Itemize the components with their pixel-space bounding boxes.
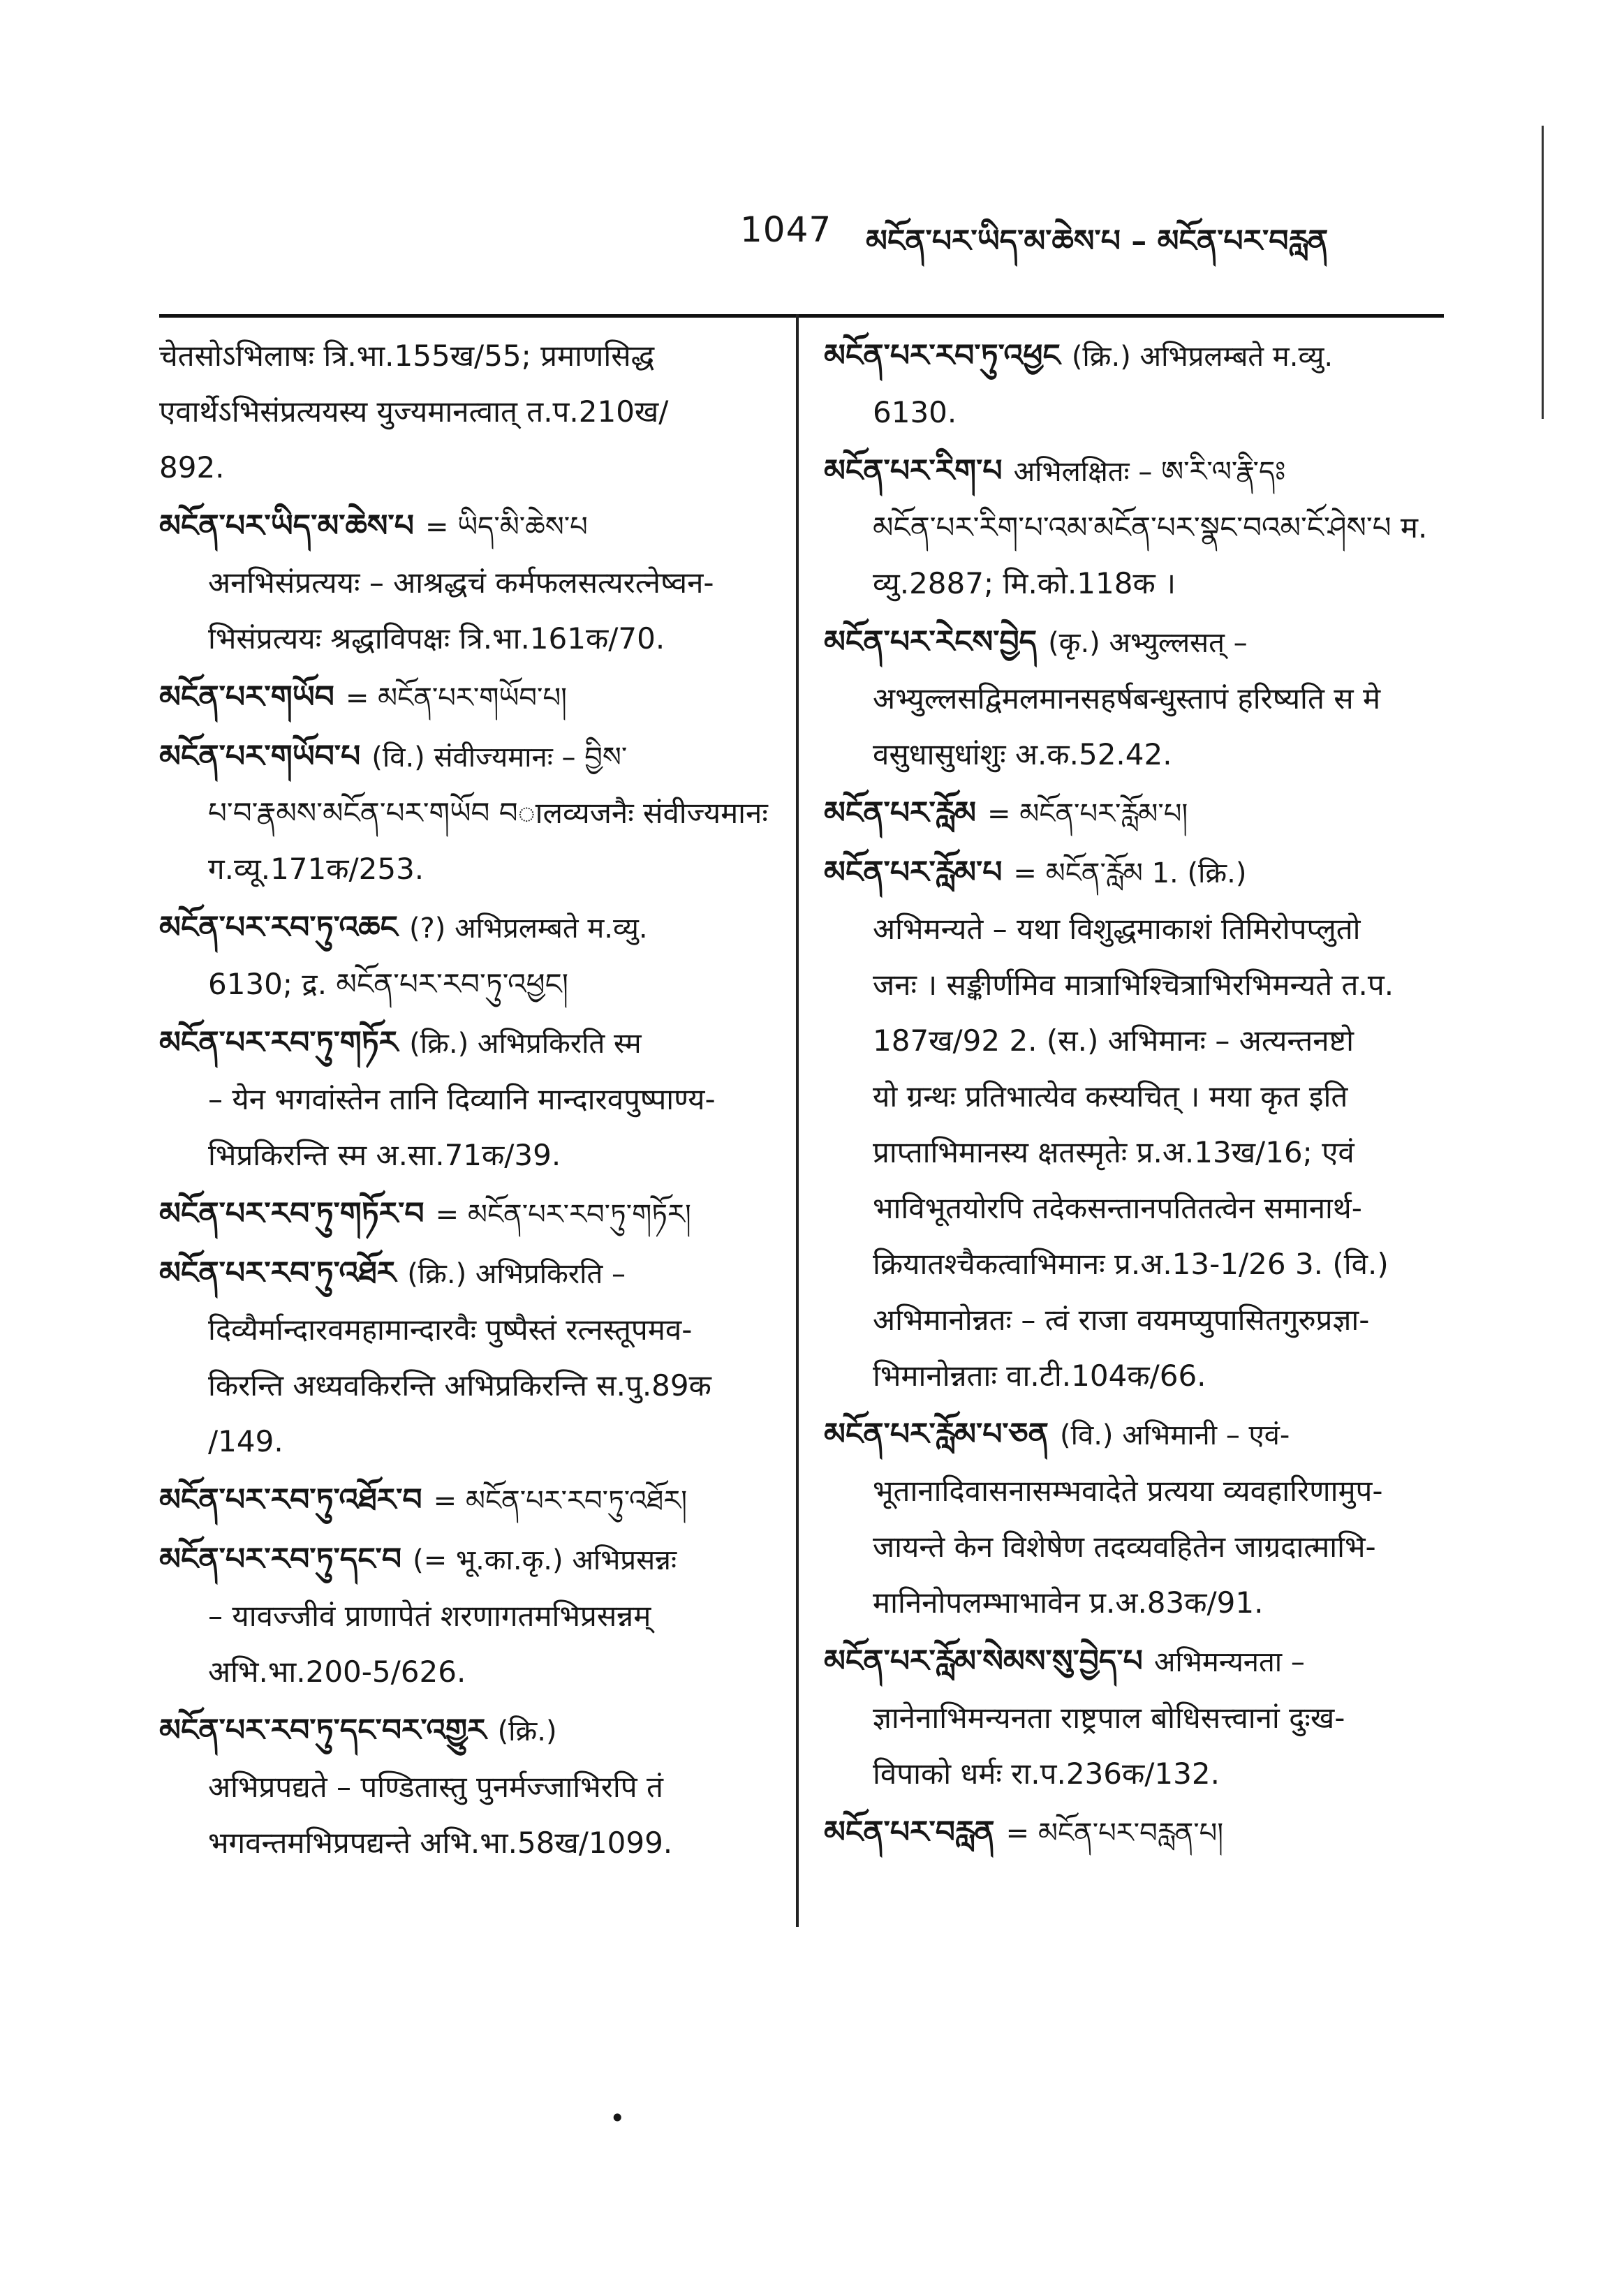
entry-text-line: विपाको धर्मः रा.प.236क/132.	[873, 1757, 1220, 1791]
entry-text-line: अनभिसंप्रत्ययः – आश्रद्धचं कर्मफलसत्यरत्नेष्वन-	[208, 565, 714, 600]
entry-text-line: 6130.	[873, 395, 957, 429]
entry-text-line: अभिमन्यते – यथा विशुद्धमाकाशं तिमिरोपप्लुतो	[873, 912, 1361, 946]
dictionary-entry	[159, 900, 781, 1012]
entry-gloss: अभिमन्यनता –	[1153, 1646, 1305, 1678]
entry-headword: མངོན་པར་གཡོབ་པ	[159, 739, 361, 774]
dictionary-entry	[159, 670, 781, 726]
entry-head-line	[824, 328, 1438, 385]
entry-headword: མངོན་པར་རབ་ཏུ་འཐོར	[159, 1255, 397, 1291]
entry-gloss: = མངོན་པར་གཡོབ་པ།	[345, 682, 567, 714]
entry-text-line: भाविभूतयोरपि तदेकसन्तानपतितत्वेन समानार्थ-	[873, 1191, 1362, 1225]
entry-head-line	[824, 1407, 1438, 1463]
page-number: 1047	[740, 209, 832, 250]
entry-gloss: (क्रि.)	[497, 1715, 557, 1747]
entry-text-line: /149.	[208, 1424, 283, 1458]
dictionary-entry	[824, 845, 1438, 1404]
entry-text-line: क्रियातश्चैकत्वाभिमानः प्र.अ.13-1/26 3. (वि.)	[873, 1247, 1389, 1281]
dictionary-entry	[159, 1245, 781, 1470]
entry-gloss: (क्रि.) अभिप्रलम्बते म.व्यु.	[1071, 341, 1334, 373]
dictionary-entry	[824, 1634, 1438, 1802]
entry-gloss: (?) अभिप्रलम्बते म.व्यु.	[408, 912, 648, 945]
entry-gloss: = མངོན་རློམ 1. (क्रि.)	[1013, 857, 1247, 889]
dictionary-entry	[159, 1015, 781, 1183]
entry-text-line: भिसंप्रत्ययः श्रद्धाविपक्षः त्रि.भा.161क/70.	[208, 621, 665, 656]
dictionary-entry	[824, 785, 1438, 842]
entry-text-line: 6130; द्र. མངོན་པར་རབ་ཏུ་འཕྱང།	[208, 967, 569, 1001]
entry-text-line: भिमानोन्नताः वा.टी.104क/66.	[873, 1359, 1206, 1393]
entry-head-line	[159, 729, 781, 785]
entry-text-line: भूतानादिवासनासम्भवादेते प्रत्यया व्यवहारिणामुप-	[873, 1474, 1383, 1508]
entry-head-line	[824, 443, 1438, 500]
entry-gloss: = མངོན་པར་རློམ་པ།	[987, 798, 1188, 830]
entry-gloss: (कृ.) अभ्युल्लसत् –	[1048, 627, 1248, 659]
dictionary-entry	[824, 614, 1438, 783]
dictionary-entry	[159, 1703, 781, 1871]
entry-text-line: यो ग्रन्थः प्रतिभात्येव कस्यचित् । मया कृत इति	[873, 1079, 1348, 1114]
entry-text-line: वसुधासुधांशुः अ.क.52.42.	[873, 737, 1172, 771]
entry-text-line: अभिप्रपद्यते – पण्डितास्तु पुनर्मज्जाभिरपि तं	[208, 1770, 663, 1804]
entry-head-line	[159, 900, 781, 956]
entry-headword: མངོན་པར་རློམ་པ	[824, 855, 1003, 890]
dictionary-entry	[159, 1186, 781, 1243]
entry-head-line	[159, 1532, 781, 1588]
entry-gloss: (= भू.का.कृ.) अभिप्रसन्नः	[413, 1544, 677, 1576]
dictionary-entry	[159, 498, 781, 667]
entry-text-line: व्यु.2887; मि.को.118क ।	[873, 566, 1176, 600]
entry-gloss: (वि.) अभिमानी – एवं-	[1060, 1419, 1290, 1451]
entry-gloss: (क्रि.) अभिप्रकिरति –	[407, 1258, 626, 1290]
entry-headword: མངོན་པར་ཡིད་མ་ཆེས་པ	[159, 508, 414, 544]
entry-gloss: (वि.) संवीज्यमानः – བྱིས་	[371, 741, 628, 774]
column-divider	[796, 314, 799, 1927]
header-rule	[159, 314, 1444, 318]
right-column	[824, 328, 1438, 1864]
entry-text-line: किरन्ति अध्यवकिरन्ति अभिप्रकिरन्ति स.पु.89क	[208, 1368, 711, 1403]
entry-text-line: अभ्युल्लसद्विमलमानसहर्षबन्धुस्तापं हरिष्यति स मे	[873, 681, 1381, 716]
entry-head-line	[159, 1703, 781, 1759]
entry-gloss: (क्रि.) अभिप्रकिरति स्म	[409, 1028, 642, 1060]
entry-headword: མངོན་པར་གཡོབ	[159, 679, 334, 715]
entry-text-line: – येन भगवांस्तेन तानि दिव्यानि मान्दारवपुष्पाण्य-	[208, 1082, 716, 1116]
entry-head-line	[159, 1186, 781, 1243]
entry-gloss: = མངོན་པར་རབ་ཏུ་འཐོར།	[433, 1485, 688, 1517]
entry-head-line	[159, 670, 781, 726]
entry-head-line	[824, 1805, 1438, 1861]
entry-head-line	[824, 614, 1438, 671]
entry-headword: མངོན་པར་རབ་ཏུ་འཐོར་བ	[159, 1482, 422, 1518]
entry-headword: མངོན་པར་རབ་ཏུ་དང་བར་འགྱུར	[159, 1713, 487, 1748]
entry-headword: མངོན་པར་རློམ་སེམས་སུ་བྱེད་པ	[824, 1643, 1143, 1679]
entry-text-line: – यावज्जीवं प्राणापेतं शरणागतमभिप्रसन्नम्	[208, 1599, 651, 1633]
running-head: མངོན་པར་ཡིད་མ་ཆེས་པ – མངོན་པར་བརླན	[866, 223, 1329, 259]
entry-text-line: मानिनोपलम्भाभावेन प्र.अ.83क/91.	[873, 1585, 1264, 1620]
entry-gloss: = མངོན་པར་བརླན་པ།	[1005, 1817, 1224, 1849]
entry-text-line: भिप्रकिरन्ति स्म अ.सा.71क/39.	[208, 1138, 561, 1172]
dictionary-entry	[824, 443, 1438, 612]
entry-head-line	[824, 1634, 1438, 1690]
dictionary-entry	[159, 1532, 781, 1700]
entry-text-line: अभिमानोन्नतः – त्वं राजा वयमप्युपासितगुरुप्रज्ञा-	[873, 1303, 1370, 1337]
entry-gloss: = ཡིད་མི་ཆེས་པ	[425, 511, 588, 543]
entry-text-line: ग.व्यू.171क/253.	[208, 852, 425, 886]
ink-speck: •	[610, 2103, 626, 2134]
entry-headword: མངོན་པར་རབ་ཏུ་འཕྱང	[824, 338, 1061, 374]
dictionary-entry	[159, 729, 781, 897]
dictionary-entry	[824, 1407, 1438, 1631]
entry-text-line: 892.	[159, 450, 225, 485]
entry-head-line	[159, 1015, 781, 1072]
entry-head-line	[824, 785, 1438, 842]
entry-gloss: = མངོན་པར་རབ་ཏུ་གཏོར།	[435, 1199, 691, 1231]
entry-headword: མངོན་པར་བརླན	[824, 1814, 995, 1850]
entry-text-line: अभि.भा.200-5/626.	[208, 1655, 466, 1689]
dictionary-entry	[159, 1472, 781, 1529]
entry-text-line: མངོན་པར་རིག་པ་འམ་མངོན་པར་སྣང་བའམ་ངོ་ཤེས་པ म.	[873, 510, 1428, 545]
entry-head-line	[159, 1472, 781, 1529]
dictionary-entry	[824, 1805, 1438, 1861]
dictionary-entry	[824, 328, 1438, 441]
entry-head-line	[824, 845, 1438, 901]
entry-head-line	[159, 1245, 781, 1302]
entry-text-line: भगवन्तमभिप्रपद्यन्ते अभि.भा.58ख/1099.	[208, 1826, 673, 1860]
entry-gloss: अभिलक्षितः – ཨ་རི་ལ་རྣི་དཿ	[1013, 456, 1286, 488]
entry-text-line: ज्ञानेनाभिमन्यनता राष्ट्रपाल बोधिसत्त्वानां दुःख-	[873, 1701, 1345, 1735]
entry-text-line: एवार्थेऽभिसंप्रत्ययस्य युज्यमानत्वात् त.प.210ख/	[159, 394, 669, 429]
entry-headword: མངོན་པར་རློམ	[824, 795, 976, 831]
entry-text-line: जनः । सङ्कीर्णमिव मात्राभिश्चित्राभिरभिमन्यते त.प.	[873, 968, 1394, 1002]
entry-headword: མངོན་པར་རབ་ཏུ་དང་བ	[159, 1541, 402, 1577]
entry-text-line: 187ख/92 2. (स.) अभिमानः – अत्यन्तनष्टो	[873, 1023, 1354, 1058]
entry-text-line: चेतसोऽभिलाषः त्रि.भा.155ख/55; प्रमाणसिद्ध	[159, 339, 655, 373]
page-edge-mark	[1542, 126, 1544, 419]
entry-headword: མངོན་པར་རབ་ཏུ་འཆང	[159, 910, 398, 945]
left-column	[159, 328, 781, 1874]
entry-text-line: པ་བ་རྣམས་མངོན་པར་གཡོབ བालव्यजनैः संवीज्यमानः	[208, 796, 768, 830]
entry-headword: མངོན་པར་རིག་པ	[824, 453, 1003, 489]
entry-headword: མངོན་པར་རབ་ཏུ་གཏོར་བ	[159, 1196, 425, 1232]
entry-headword: མངོན་པར་རློམ་པ་ཅན	[824, 1417, 1049, 1452]
entry-text-line: प्राप्ताभिमानस्य क्षतस्मृतेः प्र.अ.13ख/16; एवं	[873, 1135, 1354, 1169]
entry-text-line: दिव्यैर्मान्दारवमहामान्दारवैः पुष्पैस्तं रत्नस्तूपमव-	[208, 1312, 693, 1347]
dictionary-entry	[159, 328, 781, 496]
entry-headword: མངོན་པར་རེངས་བྱེད	[824, 624, 1038, 660]
entry-text-line: जायन्ते केन विशेषेण तदव्यवहितेन जाग्रदात्माभि-	[873, 1530, 1376, 1564]
entry-headword: མངོན་པར་རབ་ཏུ་གཏོར	[159, 1025, 399, 1060]
entry-head-line	[159, 498, 781, 555]
